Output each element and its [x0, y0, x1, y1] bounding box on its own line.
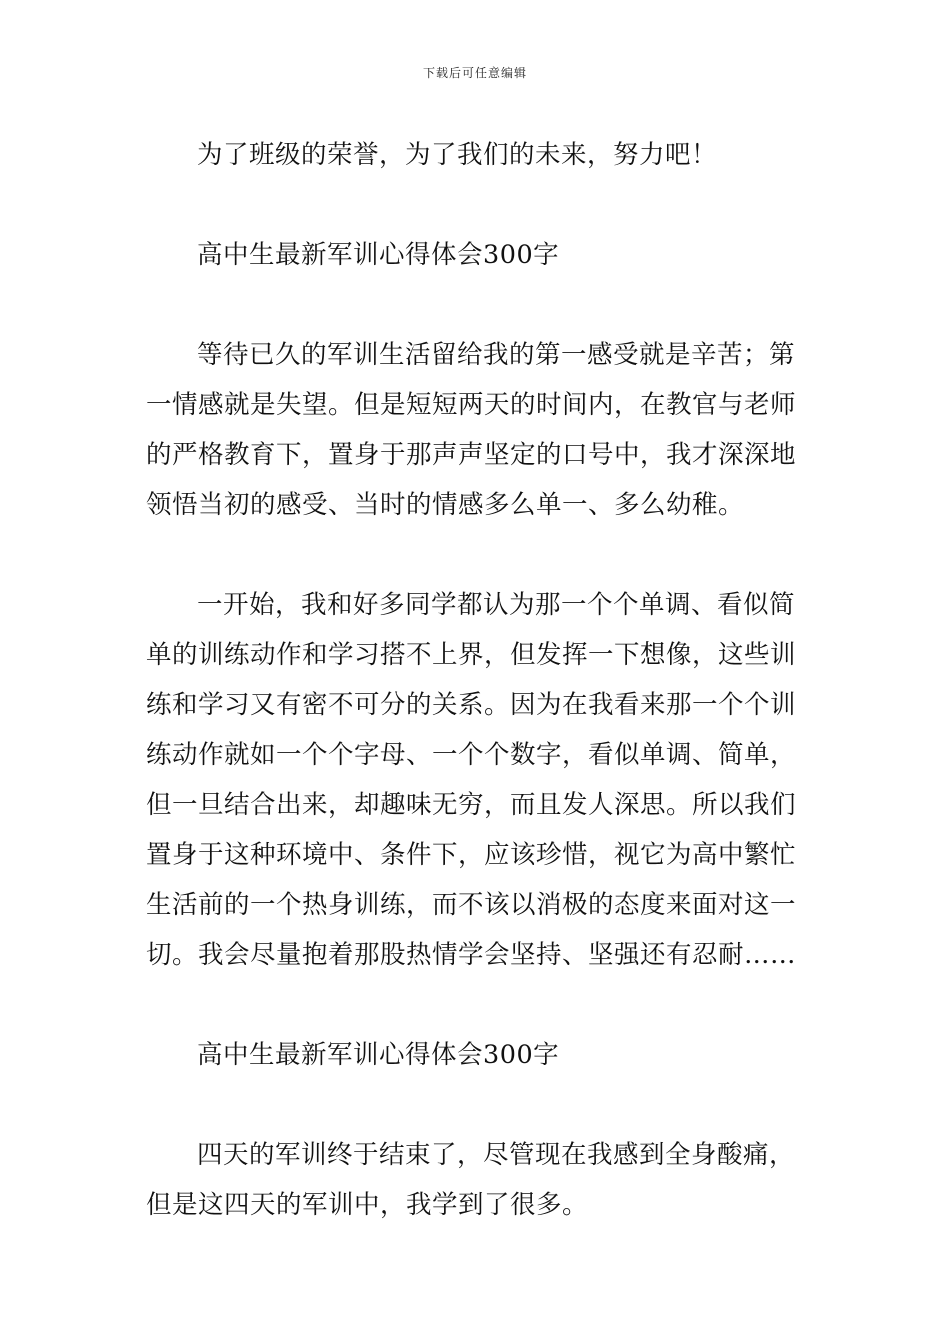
- paragraph: 等待已久的军训生活留给我的第一感受就是辛苦；第一情感就是失望。但是短短两天的时间内，在教官与老师的严格教育下，置身于那声声坚定的口号中，我才深深地领悟当初的感受、当时的情感多么单一、多么幼稚。: [146, 340, 797, 520]
- document-body: [146, 130, 806, 1230]
- section-title: 高中生最新军训心得体会300字: [197, 240, 560, 270]
- paragraph: 四天的军训终于结束了，尽管现在我感到全身酸痛，但是这四天的军训中，我学到了很多。: [146, 1140, 796, 1220]
- paragraph-closing: 为了班级的荣誉，为了我们的未来，努力吧！: [197, 140, 718, 170]
- page-header: 下载后可任意编辑: [422, 66, 527, 80]
- section-title: 高中生最新军训心得体会300字: [197, 1040, 560, 1070]
- paragraph: 一开始，我和好多同学都认为那一个个单调、看似简单的训练动作和学习搭不上界，但发挥一下想像，这些训练和学习又有密不可分的关系。因为在我看来那一个个训练动作就如一个个字母、一个个数字，看似单调、简单，但一旦结合出来，却趣味无穷，而且发人深思。所以我们置身于这种环境中、条件下，应该珍惜，视它为高中繁忙生活前的一个热身训练，而不该以消极的态度来面对这一切。我会尽量抱着那股热情学会坚持、坚强还有忍耐……: [146, 590, 797, 970]
